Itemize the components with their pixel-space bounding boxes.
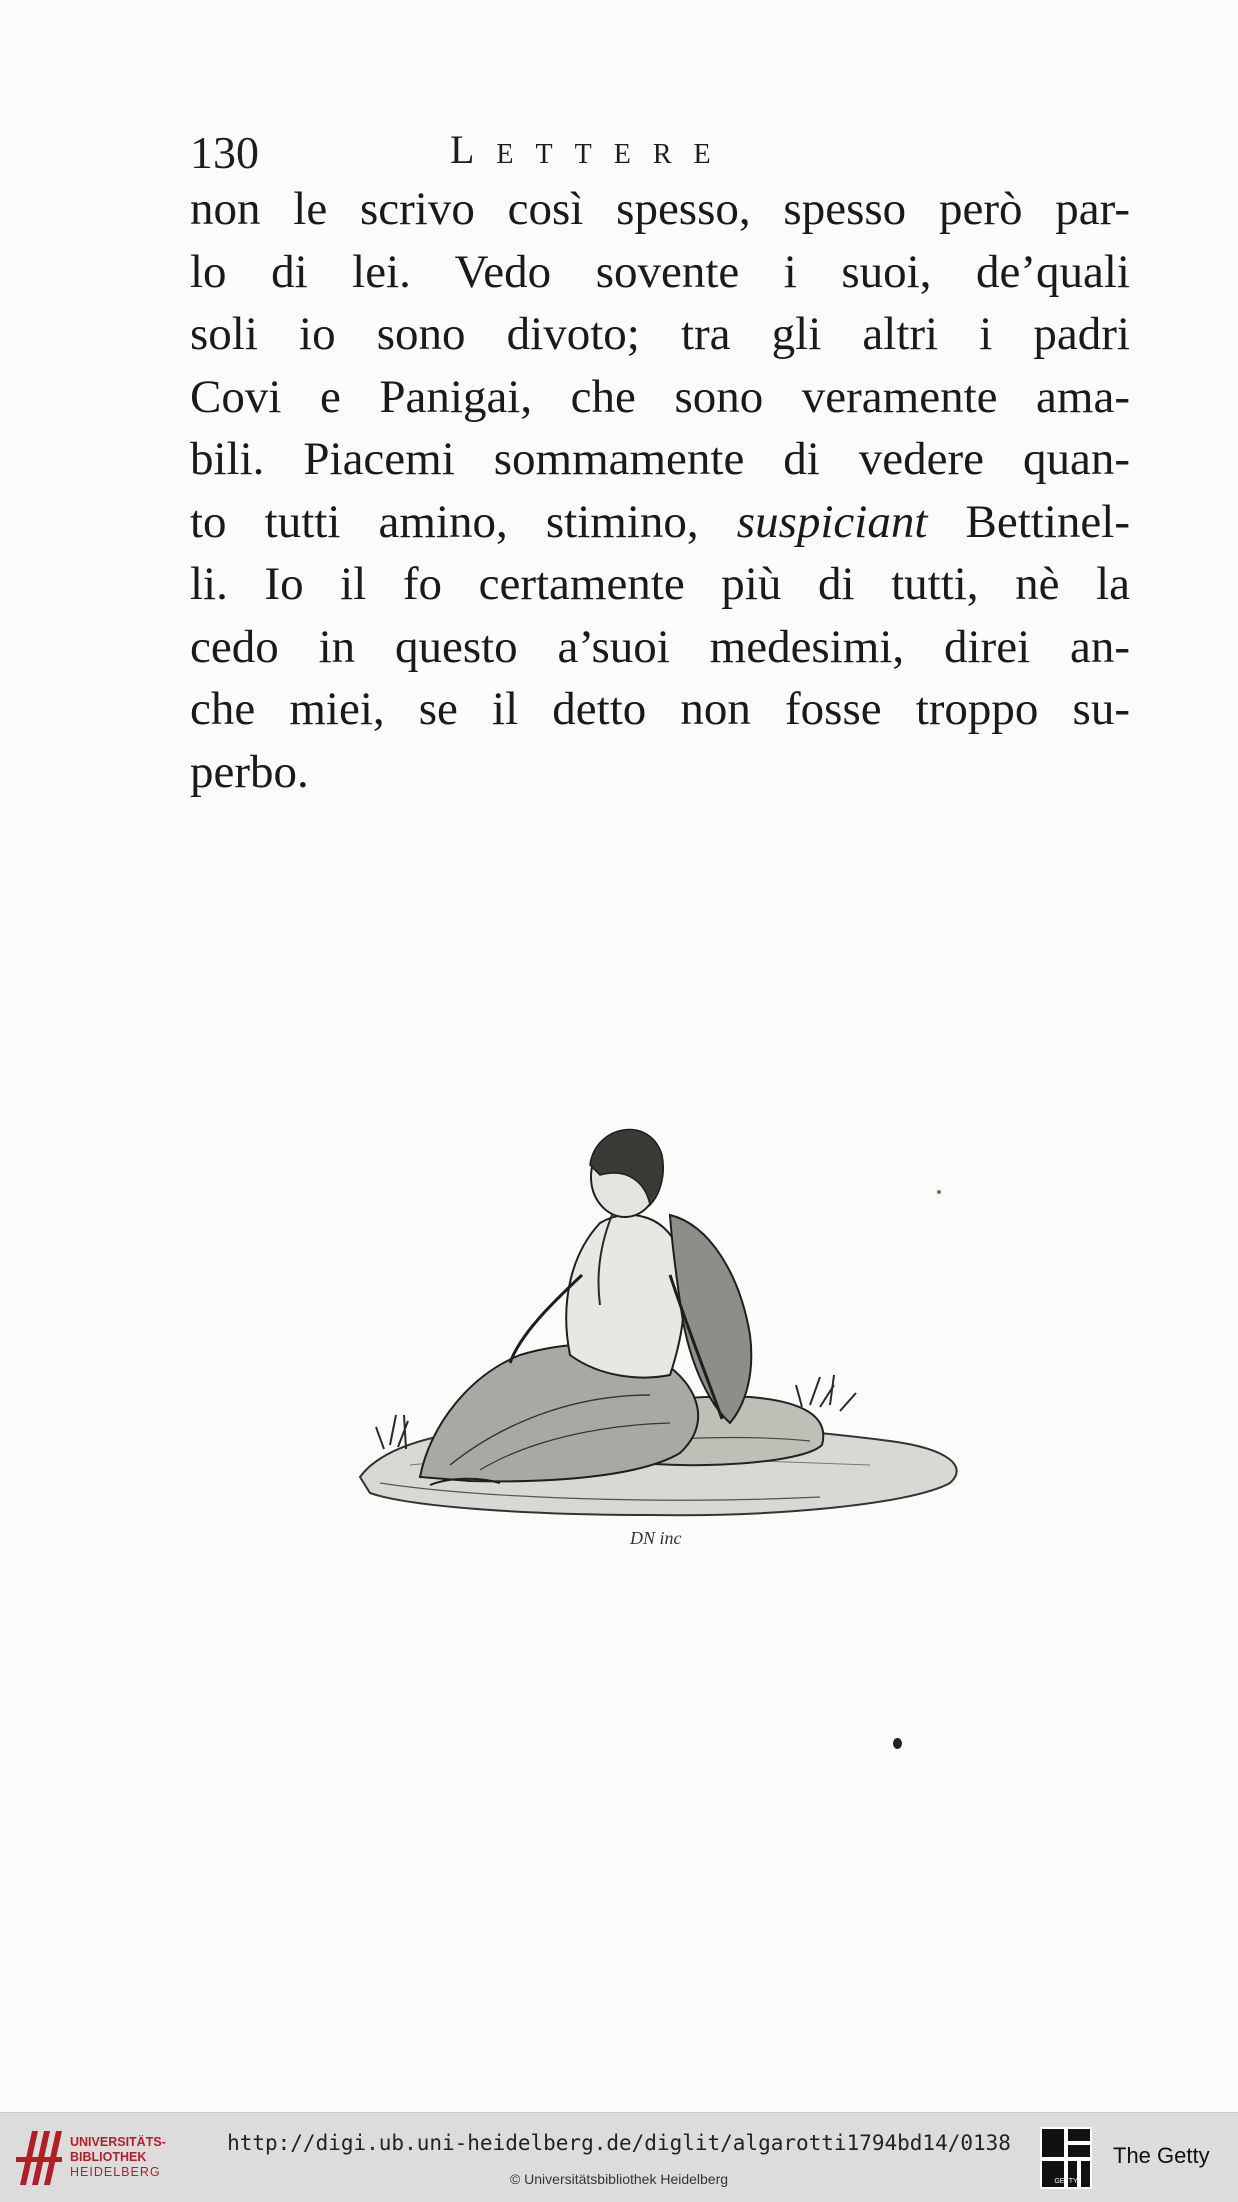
italic-word: suspiciant	[736, 495, 928, 548]
library-name-line: BIBLIOTHEK	[70, 2150, 147, 2164]
text-line: non le scrivo così spesso, spesso però par-	[190, 183, 1130, 235]
library-name-line: UNIVERSITÄTS-	[70, 2135, 166, 2149]
running-title: Lettere	[450, 127, 733, 172]
text-line: li. Io il fo certamente più di tutti, nè la	[190, 558, 1130, 610]
text-line: soli io sono divoto; tra gli altri i padri	[190, 308, 1130, 360]
text-line: lo di lei. Vedo sovente i suoi, de’quali	[190, 245, 1130, 298]
text-line: cedo in questo a’suoi medesimi, direi an-	[190, 620, 1130, 673]
text-line: Covi e Panigai, che sono veramente ama-	[190, 370, 1130, 423]
text-segment: Bettinel-	[927, 495, 1130, 548]
engraver-signature: DN inc	[630, 1528, 682, 1548]
engraving-seated-woman	[350, 1105, 970, 1565]
text-line	[190, 491, 1130, 554]
ink-spot	[893, 1738, 902, 1749]
partner-name[interactable]: The Getty	[1113, 2143, 1210, 2168]
page-number: 130	[190, 127, 259, 178]
viewer-footer	[0, 2112, 1238, 2202]
permalink-url[interactable]: http://digi.ub.uni-heidelberg.de/diglit/algarotti1794bd14/0138	[227, 2131, 1011, 2155]
copyright-notice: © Universitätsbibliothek Heidelberg	[509, 2171, 729, 2187]
letter-text	[190, 178, 1130, 803]
text-line: che miei, se il detto non fosse troppo su-	[190, 683, 1130, 735]
text-line: bili. Piacemi sommamente di vedere quan-	[190, 433, 1130, 485]
getty-logo-letters: GETTY	[1054, 2178, 1078, 2185]
getty-logo-icon[interactable]	[1040, 2127, 1092, 2189]
library-name-line: HEIDELBERG	[70, 2165, 161, 2179]
ink-spot	[937, 1190, 941, 1194]
text-line: perbo.	[190, 745, 309, 798]
text-segment: to tutti amino, stimino,	[190, 495, 737, 548]
